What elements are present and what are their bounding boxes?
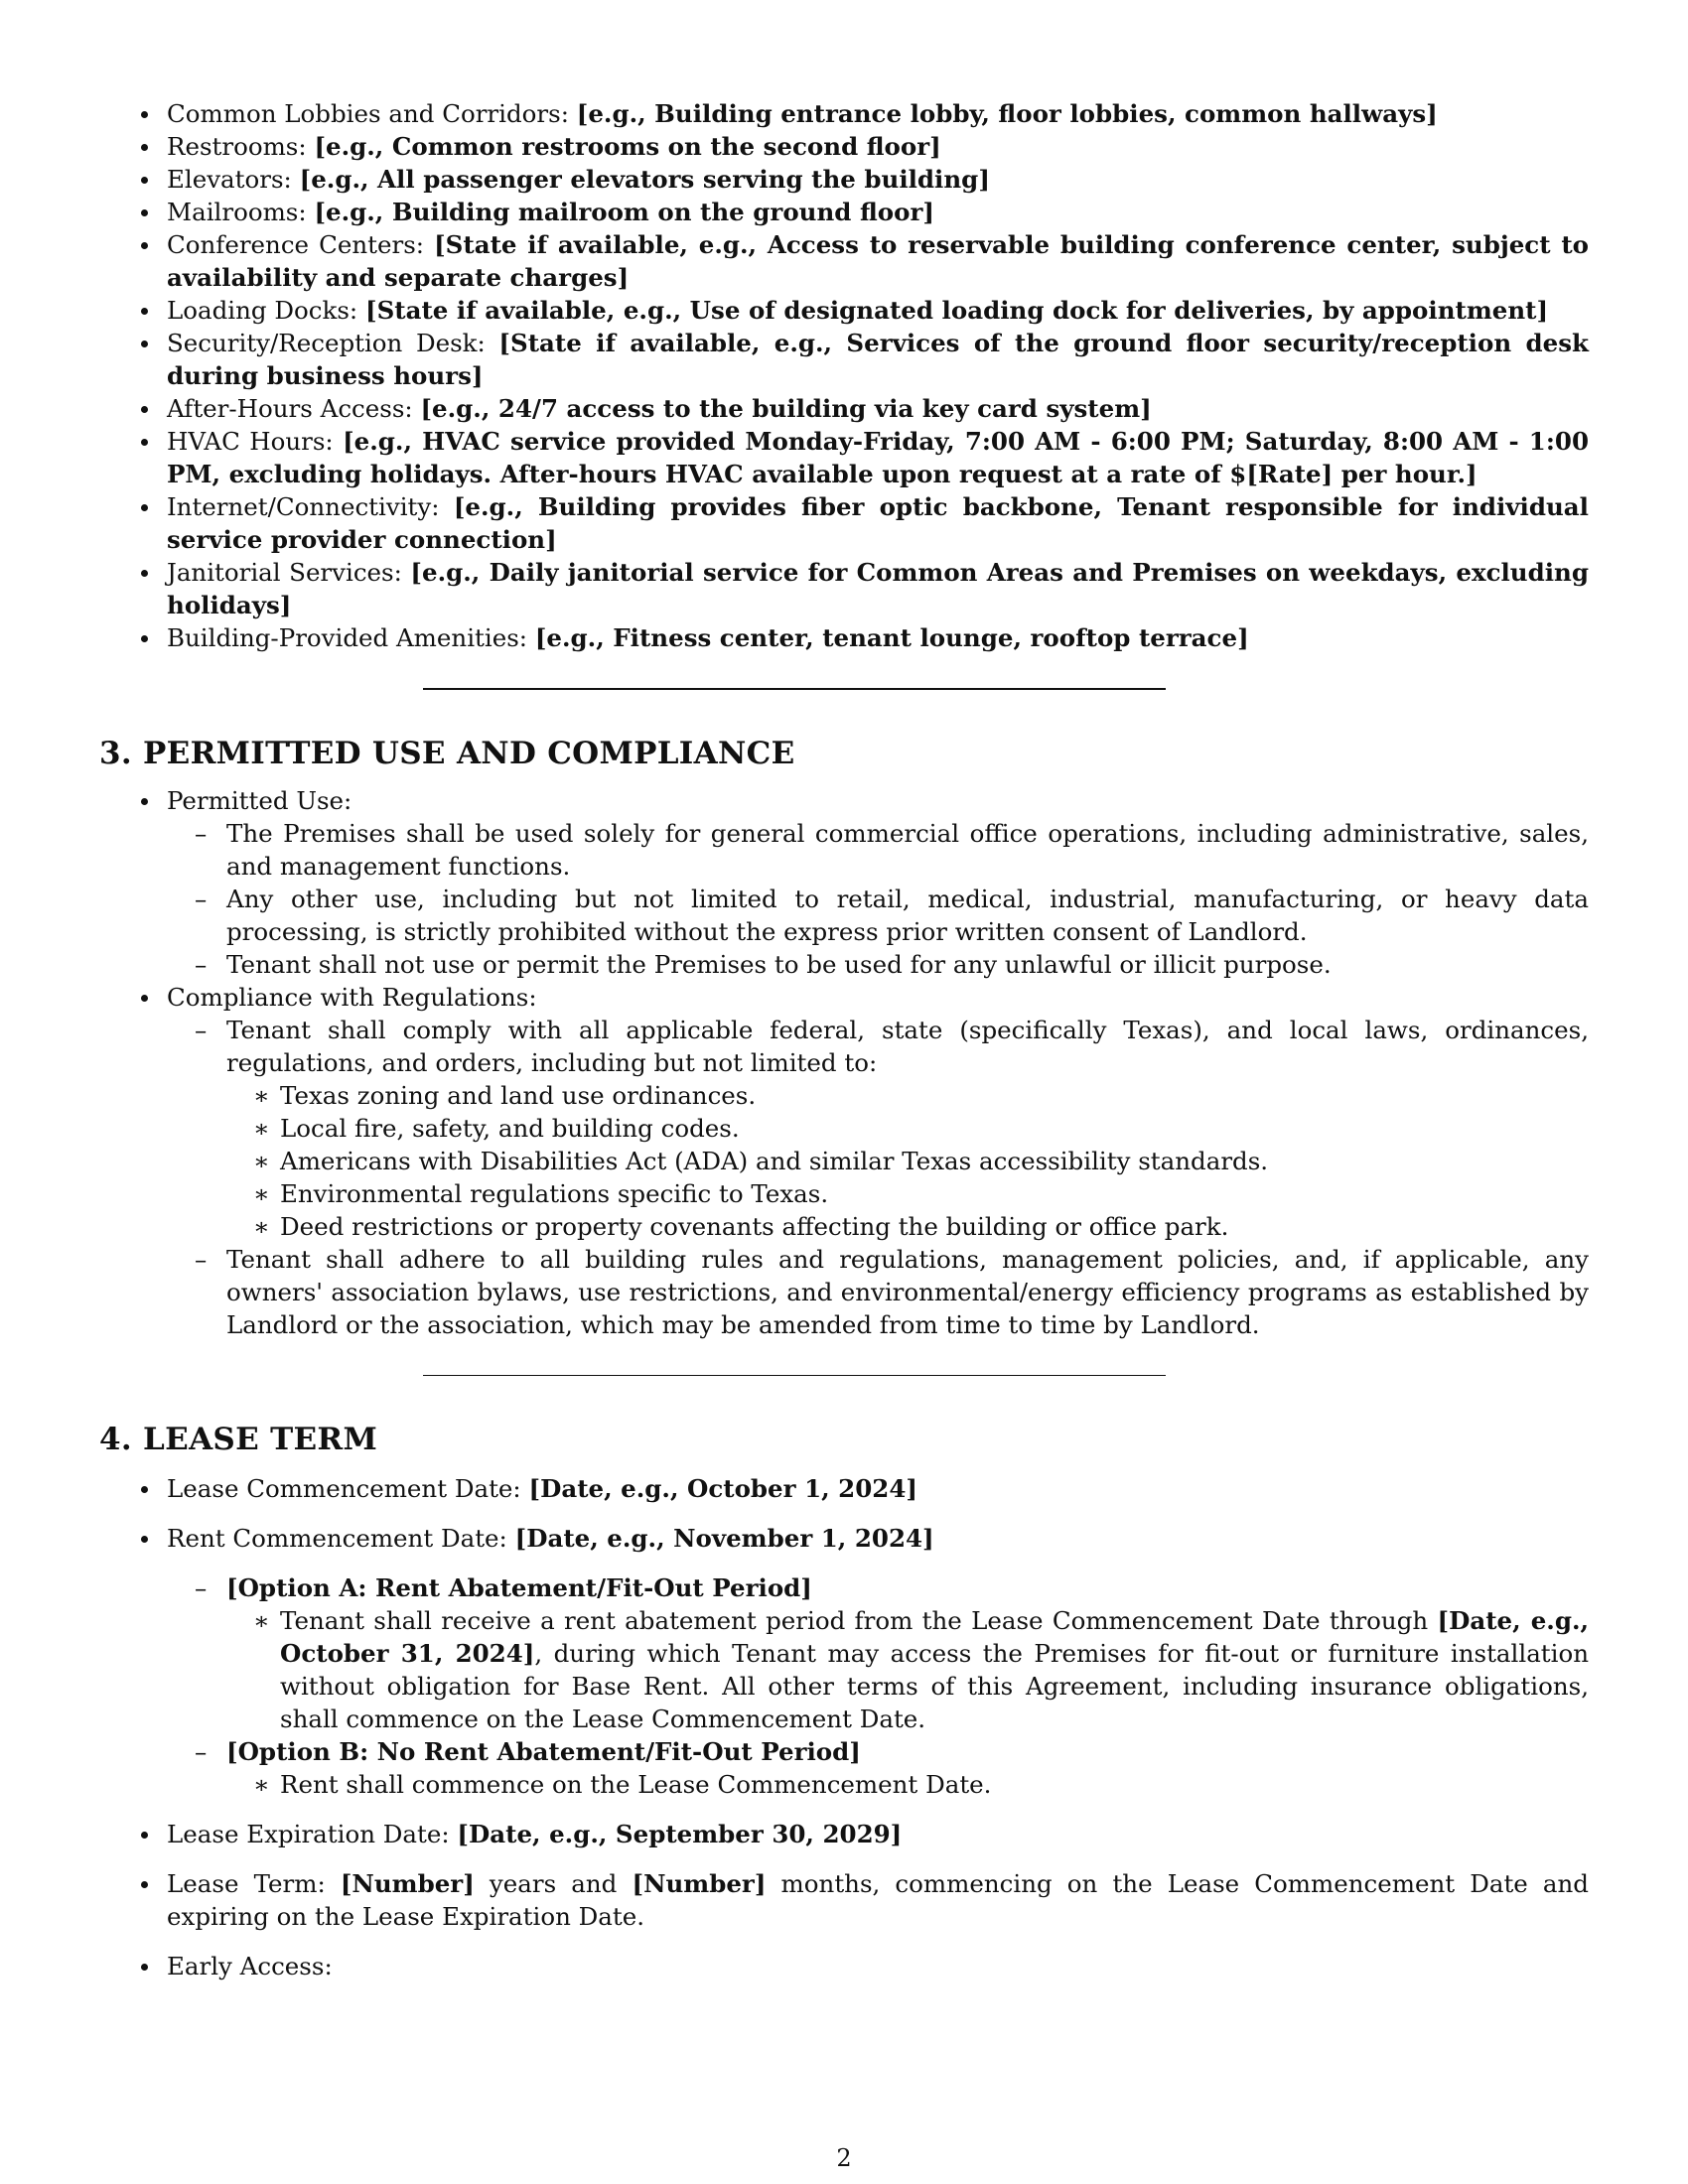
option-b-details — [226, 1768, 1589, 1801]
list-item: ∗ Americans with Disabilities Act (ADA) and similar Texas accessibility standards. — [226, 1145, 1589, 1177]
option-a-details — [226, 1604, 1589, 1735]
compliance-subsublist — [226, 1079, 1589, 1243]
permitted-use-sublist — [167, 817, 1589, 981]
list-item: Internet/Connectivity: [e.g., Building provides fiber optic backbone, Tenant responsible for individual service provider connection] — [99, 490, 1589, 556]
list-item: – [Option A: Rent Abatement/Fit-Out Period] ∗ Tenant shall receive a rent abatement period from the Lease Commencement Date through [Date, e.g., October 31, 2024], during which Tenant may access the Premises for fit-out or furniture installation without obligation for Base Rent. All other terms of this Agreement, including insurance obligations, shall commence on the Lease Commencement Date. — [167, 1571, 1589, 1735]
list-item: Lease Expiration Date: [Date, e.g., September 30, 2029] — [99, 1818, 1589, 1850]
list-item: Restrooms: [e.g., Common restrooms on the second floor] — [99, 130, 1589, 163]
list-item: – Tenant shall comply with all applicable federal, state (specifically Texas), and local laws, ordinances, regulations, and orders, including but not limited to: ∗ Texas zoning and land use ordinances. ∗ Local fire, safety, and building codes. ∗ Americans with Disabilities Act (ADA) and similar Texas accessibility standards. ∗ Environmental regulations specific to Texas. ∗ Deed restrictions or property covenants affecting the building or office park. — [167, 1014, 1589, 1243]
section-divider — [423, 1375, 1166, 1376]
section-4-list — [99, 1472, 1589, 1982]
permitted-use-label: Permitted Use: — [167, 786, 352, 815]
compliance-sublist — [167, 1014, 1589, 1341]
list-item: – Tenant shall adhere to all building rules and regulations, management policies, and, if applicable, any owners' association bylaws, use restrictions, and environmental/energy efficiency programs as established by Landlord or the association, which may be amended from time to time by Landlord. — [167, 1243, 1589, 1341]
list-item: Lease Commencement Date: [Date, e.g., October 1, 2024] — [99, 1472, 1589, 1505]
section-3-heading: 3. PERMITTED USE AND COMPLIANCE — [99, 736, 795, 771]
list-item: HVAC Hours: [e.g., HVAC service provided Monday-Friday, 7:00 AM - 6:00 PM; Saturday, 8:00 AM - 1:00 PM, excluding holidays. After-hours HVAC available upon request at a rate of $[Rate] per hour.] — [99, 425, 1589, 490]
list-item: – Any other use, including but not limited to retail, medical, industrial, manufacturing, or heavy data processing, is strictly prohibited without the express prior written consent of Landlord. — [167, 883, 1589, 948]
list-item: – The Premises shall be used solely for general commercial office operations, including administrative, sales, and management functions. — [167, 817, 1589, 883]
amenities-list — [99, 97, 1589, 654]
page-number: 2 — [836, 2144, 852, 2172]
rent-options-sublist — [167, 1571, 1589, 1801]
list-item: Conference Centers: [State if available, e.g., Access to reservable building conference center, subject to availability and separate charges] — [99, 228, 1589, 294]
document-page — [99, 97, 1589, 1982]
list-item: Building-Provided Amenities: [e.g., Fitness center, tenant lounge, rooftop terrace] — [99, 621, 1589, 654]
list-item: ∗ Environmental regulations specific to Texas. — [226, 1177, 1589, 1210]
list-item: ∗ Local fire, safety, and building codes. — [226, 1112, 1589, 1145]
list-item — [99, 784, 1589, 981]
list-item: Loading Docks: [State if available, e.g., Use of designated loading dock for deliveries, by appointment] — [99, 294, 1589, 327]
list-item: Lease Term: [Number] years and [Number] months, commencing on the Lease Commencement Date and expiring on the Lease Expiration Date. — [99, 1867, 1589, 1933]
list-item: ∗ Tenant shall receive a rent abatement period from the Lease Commencement Date through [Date, e.g., October 31, 2024], during which Tenant may access the Premises for fit-out or furniture installation without obligation for Base Rent. All other terms of this Agreement, including insurance obligations, shall commence on the Lease Commencement Date. — [226, 1604, 1589, 1735]
list-item: Mailrooms: [e.g., Building mailroom on the ground floor] — [99, 196, 1589, 228]
section-3-list — [99, 784, 1589, 1341]
list-item: ∗ Texas zoning and land use ordinances. — [226, 1079, 1589, 1112]
list-item: – [Option B: No Rent Abatement/Fit-Out Period] ∗ Rent shall commence on the Lease Commencement Date. — [167, 1735, 1589, 1801]
list-item: Security/Reception Desk: [State if available, e.g., Services of the ground floor security/reception desk during business hours] — [99, 327, 1589, 392]
list-item: Rent Commencement Date: [Date, e.g., November 1, 2024] – [Option A: Rent Abatement/Fit-Out Period] ∗ Tenant shall receive a rent abatement period from the Lease Commencement Date through [Date, e.g., October 31, 2024], during which Tenant may access the Premises for fit-out or furniture installation without obligation for Base Rent. All other terms of this Agreement, including insurance obligations, shall commence on the Lease Commencement Date. – [Option B: No Rent Abatement/Fit-Out Period] ∗ Rent shall commence on the Lease Commencement Date. — [99, 1522, 1589, 1801]
section-4-heading: 4. LEASE TERM — [99, 1422, 378, 1457]
list-item: ∗ Deed restrictions or property covenants affecting the building or office park. — [226, 1210, 1589, 1243]
list-item: – Tenant shall not use or permit the Premises to be used for any unlawful or illicit purpose. — [167, 948, 1589, 981]
list-item: Early Access: — [99, 1950, 1589, 1982]
list-item: Janitorial Services: [e.g., Daily janitorial service for Common Areas and Premises on weekdays, excluding holidays] — [99, 556, 1589, 621]
list-item — [99, 981, 1589, 1341]
compliance-label: Compliance with Regulations: — [167, 983, 537, 1012]
list-item: ∗ Rent shall commence on the Lease Commencement Date. — [226, 1768, 1589, 1801]
list-item: Common Lobbies and Corridors: [e.g., Building entrance lobby, floor lobbies, common hallways] — [99, 97, 1589, 130]
list-item: After-Hours Access: [e.g., 24/7 access to the building via key card system] — [99, 392, 1589, 425]
section-divider — [423, 688, 1166, 690]
list-item: Elevators: [e.g., All passenger elevators serving the building] — [99, 163, 1589, 196]
